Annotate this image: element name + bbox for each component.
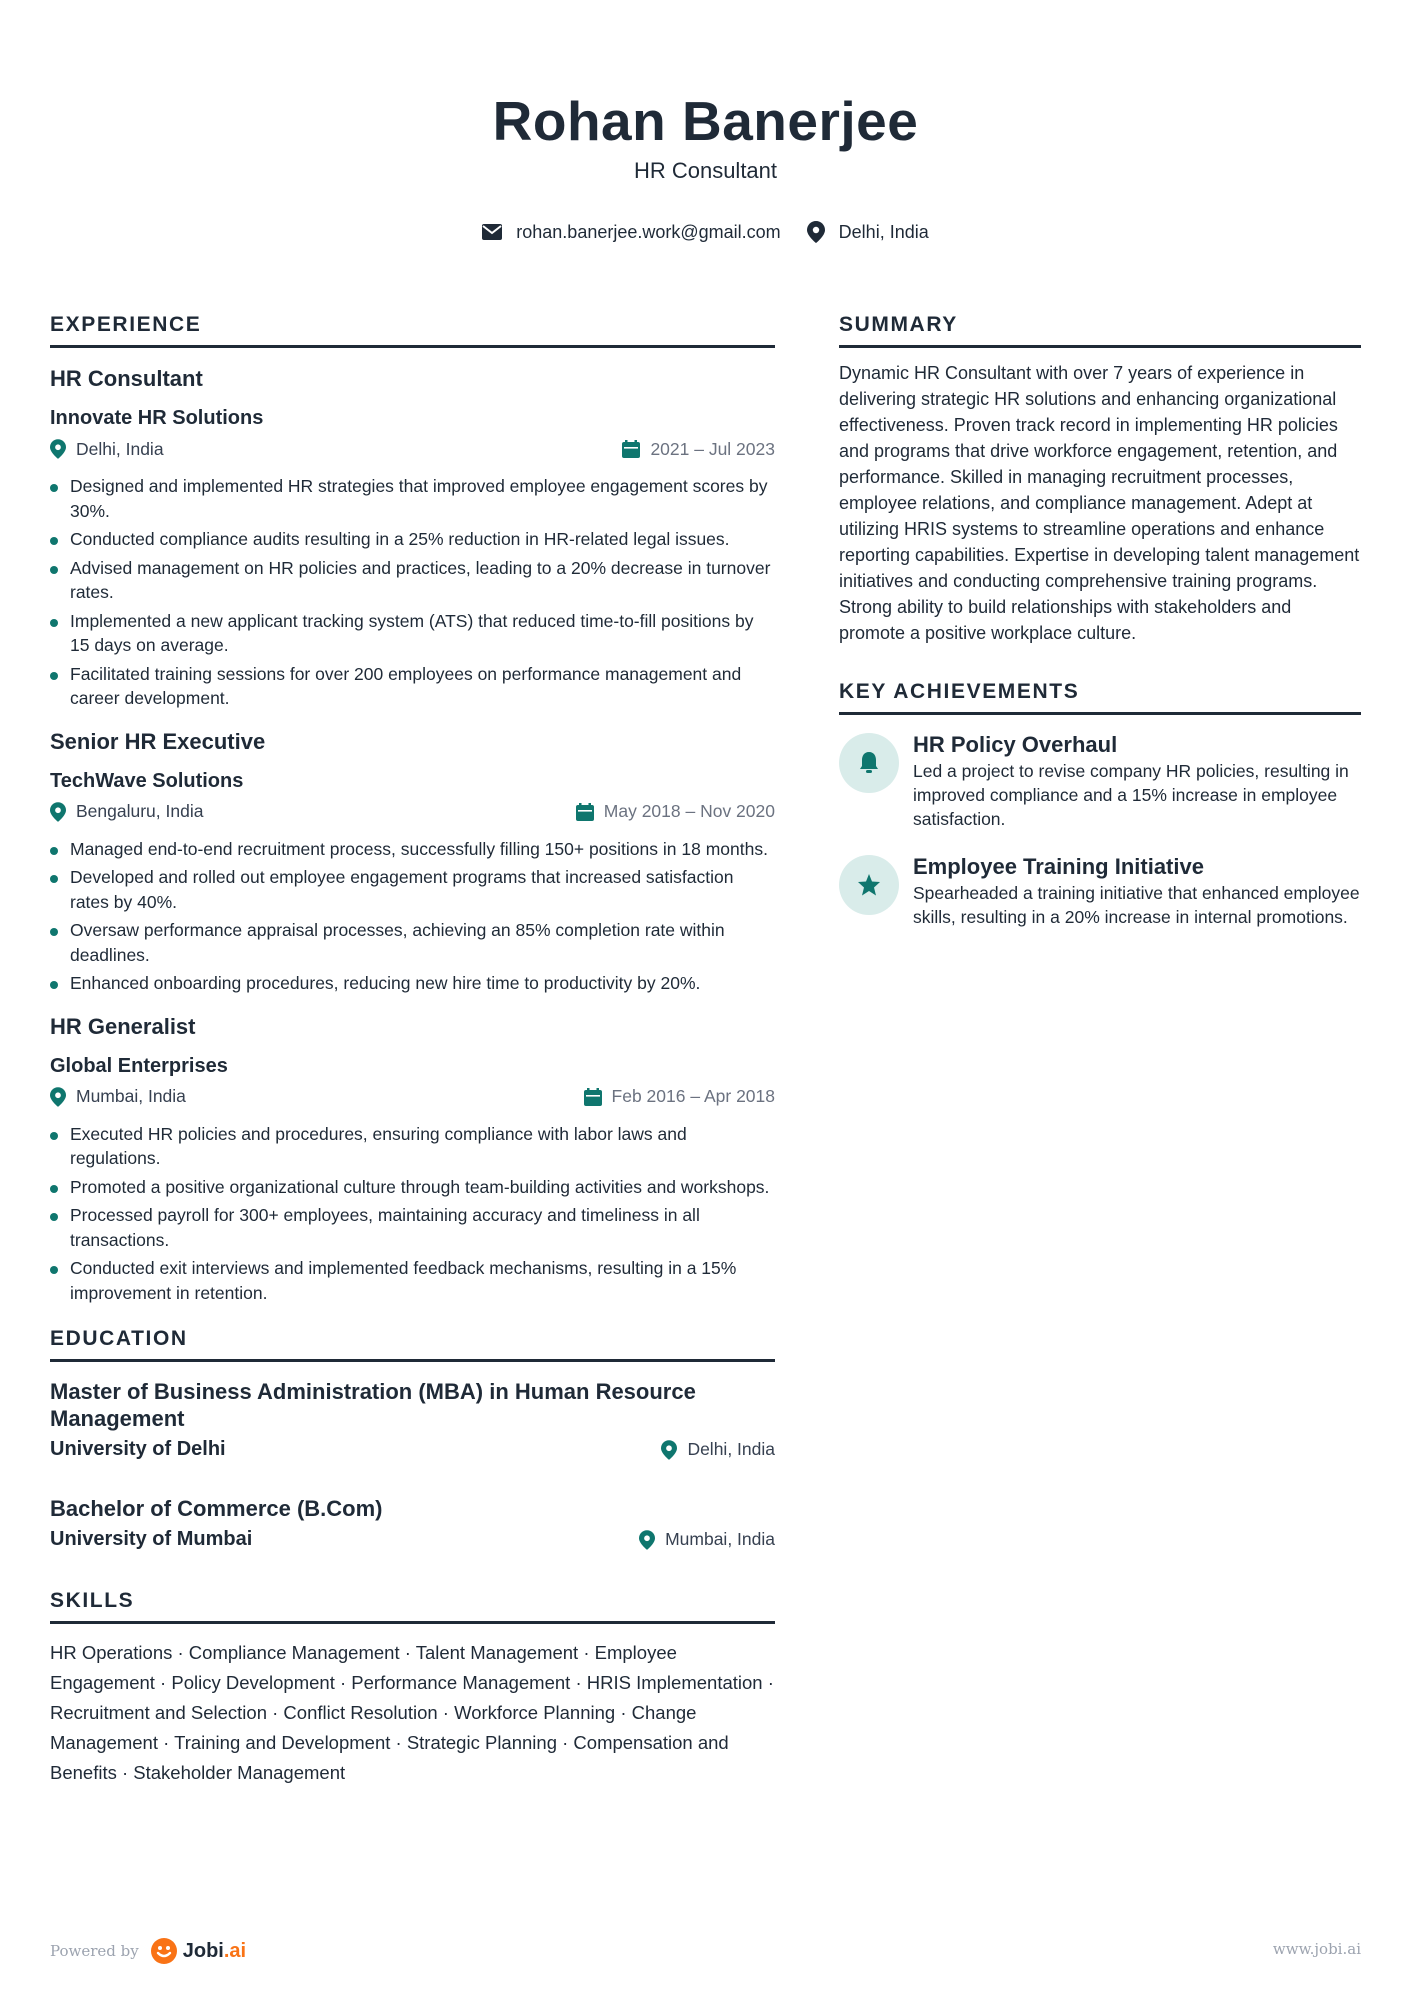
job-title: Senior HR Executive	[50, 728, 266, 754]
experience-entry	[50, 727, 775, 996]
right-column	[839, 313, 1361, 929]
candidate-name: Rohan Banerjee	[492, 90, 919, 152]
contact-email[interactable]	[482, 222, 780, 243]
powered-by-text: Powered by	[50, 1942, 139, 1960]
education-entry	[50, 1495, 775, 1551]
bullet-item: Facilitated training sessions for over 200 employees on performance management and career development.	[50, 662, 775, 711]
job-location-text: Mumbai, India	[76, 1086, 186, 1106]
bullet-item: Processed payroll for 300+ employees, maintaining accuracy and timeliness in all transactions.	[50, 1203, 775, 1252]
company-name: TechWave Solutions	[50, 769, 244, 792]
experience-entry	[50, 1012, 775, 1306]
job-meta	[50, 436, 775, 462]
school-name: University of Delhi	[50, 1438, 226, 1460]
bullet-item: Conducted exit interviews and implemented feedback mechanisms, resulting in a 15% improvement in retention.	[50, 1256, 775, 1305]
bell-icon	[858, 751, 880, 775]
job-location	[50, 1086, 186, 1107]
map-pin-icon	[661, 1440, 677, 1460]
achievement-desc: Led a project to revise company HR policies, resulting in improved compliance and a 15% increase in employee satisfaction.	[913, 761, 1349, 829]
education-location	[661, 1439, 775, 1460]
candidate-role: HR Consultant	[633, 158, 778, 183]
bullet-item: Conducted compliance audits resulting in a 25% reduction in HR-related legal issues.	[50, 527, 775, 552]
achievement-desc: Spearheaded a training initiative that enhanced employee skills, resulting in a 20% increase in internal promotions.	[913, 883, 1360, 927]
header	[0, 88, 1411, 184]
company-name: Innovate HR Solutions	[50, 407, 264, 429]
company-name: Global Enterprises	[50, 1054, 228, 1077]
skills-text: HR Operations · Compliance Management · Talent Management · Employee Engagement · Policy Development · Performance Management · HRIS Implementation · Recruitment and Selection · Conflict Resolution · Workforce Planning · Change Management · Training and Development · Strategic Planning · Compensation and Benefits · Stakeholder Management	[50, 1642, 774, 1783]
education-row	[50, 1528, 775, 1551]
job-date	[576, 801, 775, 822]
bullet-item: Managed end-to-end recruitment process, successfully filling 150+ positions in 18 months.	[50, 837, 775, 862]
job-date-text: May 2018 – Nov 2020	[603, 801, 775, 821]
degree-title: Master of Business Administration (MBA) in Human Resource Management	[50, 1379, 696, 1431]
job-location-text: Bengaluru, India	[76, 801, 204, 821]
job-date-text: 2021 – Jul 2023	[650, 438, 775, 459]
experience-entry	[50, 364, 775, 711]
calendar-icon	[622, 440, 640, 458]
jobi-logo-icon	[151, 1938, 177, 1964]
email-icon	[482, 224, 502, 240]
calendar-icon	[576, 803, 594, 821]
achievement-body	[913, 731, 1361, 831]
education-heading: EDUCATION	[50, 1327, 775, 1362]
map-pin-icon	[50, 1087, 66, 1107]
contact-bar	[0, 221, 1411, 243]
experience-heading: EXPERIENCE	[50, 313, 775, 348]
job-date	[622, 439, 775, 460]
job-bullets	[50, 474, 775, 711]
bullet-item: Developed and rolled out employee engagement programs that increased satisfaction rates by 40%.	[50, 865, 775, 914]
summary-text: Dynamic HR Consultant with over 7 years of experience in delivering strategic HR solutions and enhancing organizational effectiveness. Proven track record in implementing HR policies and programs that drive workforce engagement, retention, and performance. Skilled in managing recruitment processes, employee relations, and compliance management. Adept at utilizing HRIS systems to streamline operations and enhance reporting capabilities. Expertise in developing talent management initiatives and conducting comprehensive training programs. Strong ability to build relationships with stakeholders and promote a positive workplace culture.	[839, 363, 1360, 643]
job-location	[50, 439, 164, 460]
education-location	[639, 1529, 775, 1550]
footer-site[interactable]: www.jobi.ai	[1272, 1940, 1361, 1958]
education-location-text: Mumbai, India	[665, 1529, 775, 1549]
job-date	[584, 1086, 775, 1107]
job-date-text: Feb 2016 – Apr 2018	[611, 1086, 775, 1106]
bullet-item: Oversaw performance appraisal processes, achieving an 85% completion rate within deadlines.	[50, 918, 775, 967]
education-location-text: Delhi, India	[687, 1439, 775, 1459]
footer-powered	[50, 1938, 246, 1964]
degree-title: Bachelor of Commerce (B.Com)	[50, 1496, 383, 1521]
bullet-item: Advised management on HR policies and practices, leading to a 20% decrease in turnover rates.	[50, 556, 775, 605]
contact-location	[807, 221, 929, 243]
job-location	[50, 801, 203, 822]
achievement-item	[839, 853, 1361, 929]
map-pin-icon	[50, 439, 66, 459]
job-bullets	[50, 1122, 775, 1306]
map-pin-icon	[50, 802, 66, 822]
achievement-title: Employee Training Initiative	[913, 854, 1204, 879]
experience-list	[50, 364, 775, 1305]
brand-main: Jobi	[182, 1939, 224, 1962]
calendar-icon	[584, 1088, 602, 1106]
achievement-body	[913, 853, 1361, 929]
brand-suffix: .ai	[223, 1939, 247, 1962]
bullet-item: Executed HR policies and procedures, ensuring compliance with labor laws and regulations.	[50, 1122, 775, 1171]
job-meta	[50, 1084, 775, 1110]
job-title: HR Generalist	[50, 1013, 196, 1039]
left-column	[50, 313, 775, 1788]
location-text: Delhi, India	[838, 221, 929, 242]
achievement-item	[839, 731, 1361, 831]
job-location-text: Delhi, India	[76, 438, 164, 459]
school-name: University of Mumbai	[50, 1528, 253, 1550]
bullet-item: Designed and implemented HR strategies that improved employee engagement scores by 30%.	[50, 474, 775, 523]
job-meta	[50, 799, 775, 825]
achievements-heading: KEY ACHIEVEMENTS	[839, 680, 1361, 715]
map-pin-icon	[807, 221, 825, 243]
bullet-item: Promoted a positive organizational culture through team-building activities and workshops.	[50, 1175, 775, 1200]
education-list	[50, 1378, 775, 1551]
email-text[interactable]: rohan.banerjee.work@gmail.com	[516, 221, 781, 242]
skills-heading: SKILLS	[50, 1589, 775, 1624]
job-title: HR Consultant	[50, 366, 203, 391]
achievement-title: HR Policy Overhaul	[913, 732, 1118, 757]
education-row	[50, 1438, 775, 1461]
jobi-logo[interactable]	[151, 1938, 246, 1964]
star-icon	[857, 873, 881, 897]
achievements-list	[839, 731, 1361, 929]
summary-heading: SUMMARY	[839, 313, 1361, 348]
bullet-item: Enhanced onboarding procedures, reducing new hire time to productivity by 20%.	[50, 971, 775, 996]
bullet-item: Implemented a new applicant tracking system (ATS) that reduced time-to-fill positions by 15 days on average.	[50, 609, 775, 658]
achievement-icon-badge	[839, 855, 899, 915]
education-entry	[50, 1378, 775, 1461]
job-bullets	[50, 837, 775, 996]
map-pin-icon	[639, 1530, 655, 1550]
achievement-icon-badge	[839, 733, 899, 793]
